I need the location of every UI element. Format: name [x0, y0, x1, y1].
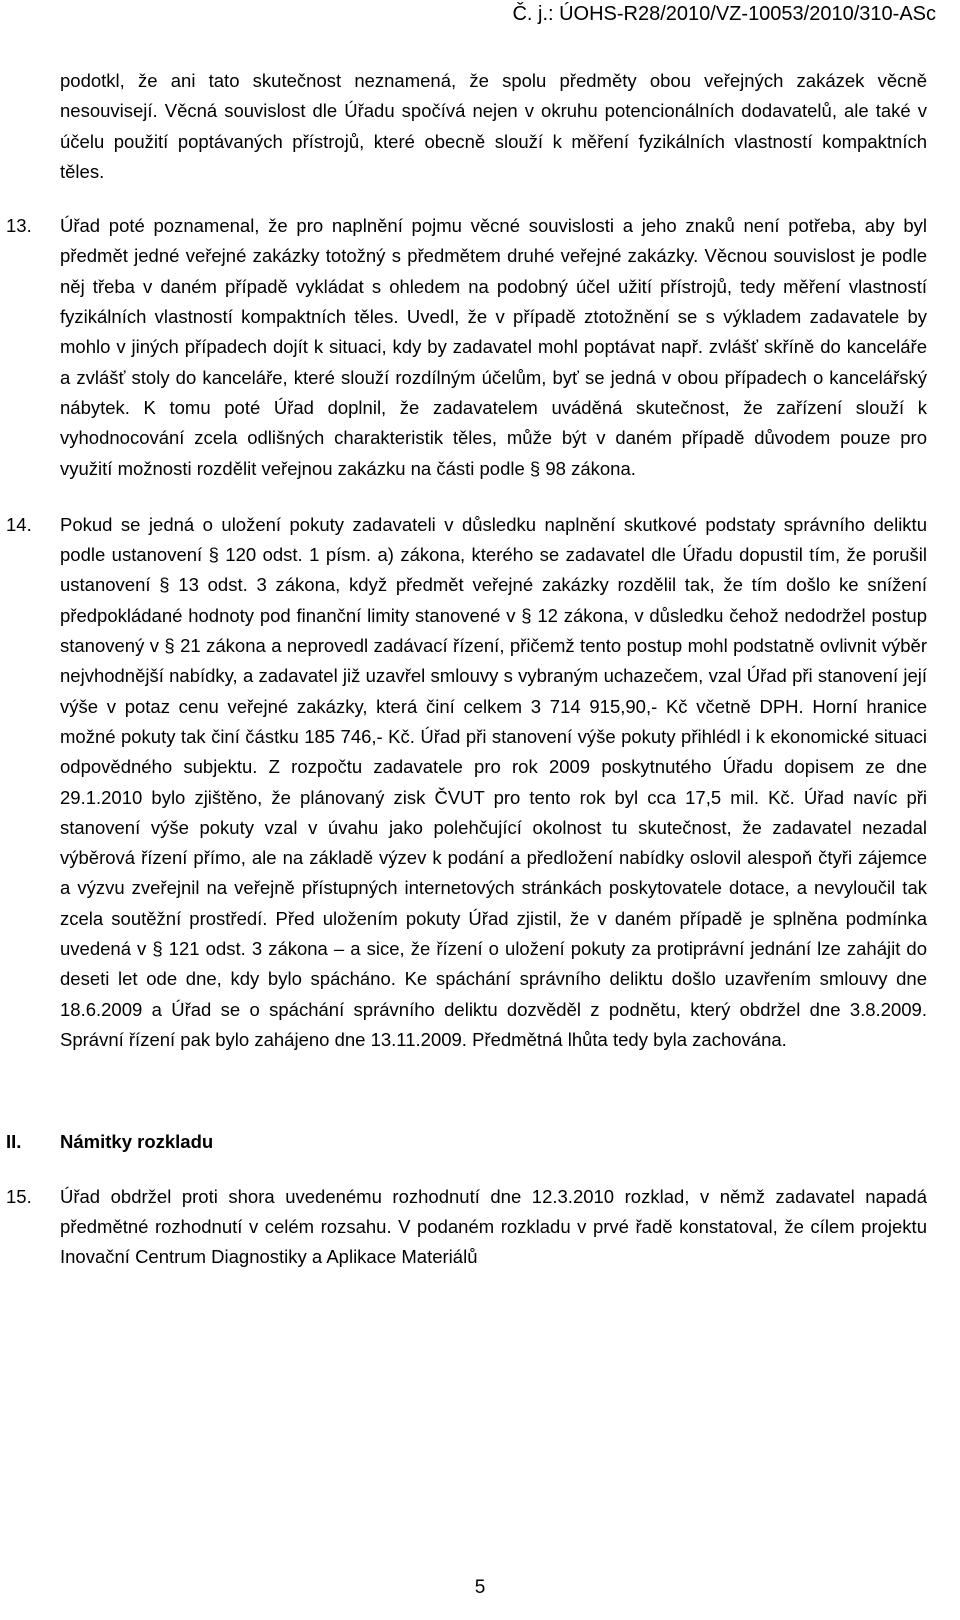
page-number: 5 — [474, 1577, 486, 1598]
paragraph-13 — [6, 211, 927, 484]
section-title: Námitky rozkladu — [60, 1131, 214, 1153]
paragraph-text: Pokud se jedná o uložení pokuty zadavateli v důsledku naplnění skutkové podstaty správního deliktu podle ustanovení § 120 odst. 1 písm. a) zákona, kterého se zadavatel dle Úřadu dopustil tím, že porušil ustanovení § 13 odst. 3 zákona, když předmět veřejné zakázky rozdělil tak, že tím došlo ke snížení předpokládané hodnoty pod finanční limity stanovené v § 12 zákona, v důsledku čehož nedodržel postup stanovený v § 21 zákona a neprovedl zadávací řízení, přičemž tento postup mohl podstatně ovlivnit výběr nejvhodnější nabídky, a zadavatel již uzavřel smlouvy s vybraným uchazečem, vzal Úřad při stanovení její výše v potaz cenu veřejné zakázky, která činí celkem 3 714 915,90,- Kč včetně DPH. Horní hranice možné pokuty tak činí částku 185 746,- Kč. Úřad při stanovení výše pokuty přihlédl i k ekonomické situaci odpovědného subjektu. Z rozpočtu zadavatele pro rok 2009 poskytnutého Úřadu dopisem ze dne 29.1.2010 bylo zjištěno, že plánovaný zisk ČVUT pro tento rok byl cca 17,5 mil. Kč. Úřad navíc při stanovení výše pokuty vzal v úvahu jako polehčující okolnost tu skutečnost, že zadavatel nezadal výběrová řízení přímo, ale na základě výzev k podání a předložení nabídky oslovil alespoň čtyři zájemce a výzvu zveřejnil na veřejně přístupných internetových stránkách poskytovatele dotace, a nevyloučil tak zcela soutěžní prostředí. Před uložením pokuty Úřad zjistil, že v daném případě je splněna podmínka uvedená v § 121 odst. 3 zákona – a sice, že řízení o uložení pokuty za protiprávní jednání lze zahájit do deseti let ode dne, kdy bylo spácháno. Ke spáchání správního deliktu došlo uzavřením smlouvy dne 18.6.2009 a Úřad se o spáchání správního deliktu dozvěděl z podnětu, který obdržel dne 3.8.2009. Správní řízení pak bylo zahájeno dne 13.11.2009. Předmětná lhůta tedy byla zachována. — [60, 513, 927, 1050]
paragraph-text: Úřad poté poznamenal, že pro naplnění pojmu věcné souvislosti a jeho znaků není potřeba, aby byl předmět jedné veřejné zakázky totožný s předmětem druhé veřejné zakázky. Věcnou souvislost je podle něj třeba v daném případě vykládat s ohledem na podobný účel užití přístrojů, tedy měření vlastností fyzikálních vlastností kompaktních těles. Uvedl, že v případě ztotožnění se s výkladem zadavatele by mohlo v jiných případech dojít k situaci, kdy by zadavatel mohl poptávat např. zvlášť skříně do kanceláře a zvlášť stoly do kanceláře, které slouží rozdílným účelům, byť se jedná v obou případech o kancelářský nábytek. K tomu poté Úřad doplnil, že zadavatelem uváděná skutečnost, že zařízení slouží k vyhodnocování zcela odlišných charakteristik těles, může být v daném případě důvodem pouze pro využití možnosti rozdělit veřejnou zakázku na části podle § 98 zákona. — [60, 215, 927, 479]
paragraph-number: 14. — [6, 513, 32, 535]
document-reference-header: Č. j.: ÚOHS-R28/2010/VZ-10053/2010/310-ASc — [512, 3, 936, 25]
document-body — [6, 66, 927, 1272]
paragraph-text: Úřad obdržel proti shora uvedenému rozhodnutí dne 12.3.2010 rozklad, v němž zadavatel napadá předmětné rozhodnutí v celém rozsahu. V podaném rozkladu v prvé řadě konstatoval, že cílem projektu Inovační Centrum Diagnostiky a Aplikace Materiálů — [60, 1185, 927, 1268]
paragraph-number: 13. — [6, 215, 32, 237]
paragraph-continuation: podotkl, že ani tato skutečnost neznamená, že spolu předměty obou veřejných zakázek věcně nesouvisejí. Věcná souvislost dle Úřadu spočívá nejen v okruhu potencionálních dodavatelů, ale také v účelu použití poptávaných přístrojů, které obecně slouží k měření fyzikálních vlastností kompaktních těles. — [60, 70, 927, 182]
paragraph-number: 15. — [6, 1185, 32, 1207]
paragraph-14 — [6, 510, 927, 1055]
paragraph-15 — [6, 1182, 927, 1273]
section-heading — [6, 1127, 927, 1157]
section-number: II. — [6, 1131, 22, 1153]
